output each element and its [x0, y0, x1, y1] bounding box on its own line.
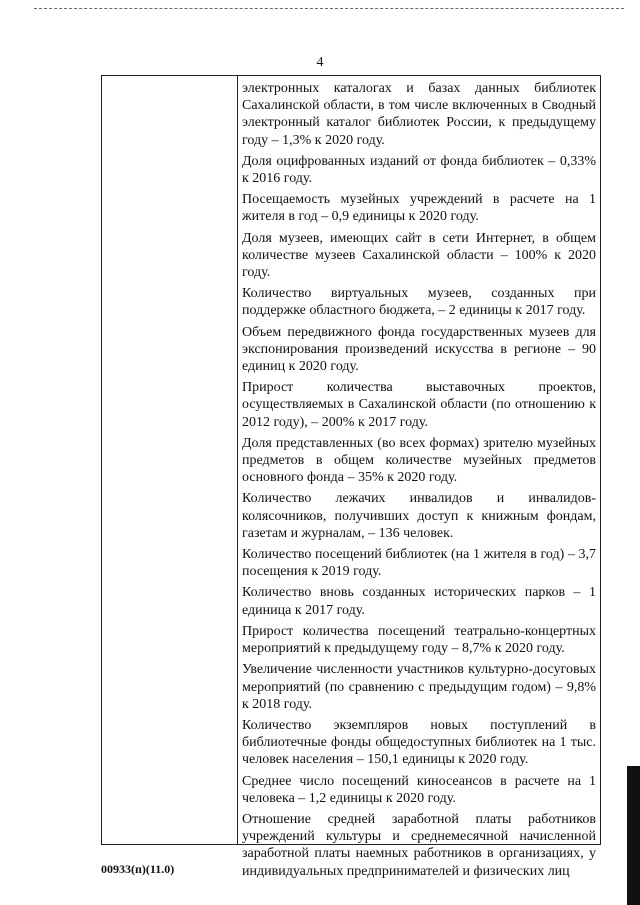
indicator-paragraph: Доля представленных (во всех формах) зрителю музейных предметов в общем количестве музейных предметов основного фонда – 35% к 2020 году. [242, 435, 596, 486]
indicator-paragraph: электронных каталогах и базах данных библиотек Сахалинской области, в том числе включенных в Сводный электронный каталог библиотек России, к предыдущему году – 1,3% к 2020 году. [242, 81, 596, 148]
top-dashed-line [34, 8, 624, 9]
indicator-paragraph: Отношение средней заработной платы работников учреждений культуры и среднемесячной начисленной заработной платы наемных работников в организациях, у индивидуальных предпринимателей и физических лиц [242, 811, 596, 879]
indicator-paragraph: Прирост количества выставочных проектов, осуществляемых в Сахалинской области (по отношению к 2012 году), – 200% к 2017 году. [242, 380, 596, 430]
column-divider [237, 76, 238, 844]
indicator-paragraph: Количество посещений библиотек (на 1 жителя в год) – 3,7 посещения к 2019 году. [242, 547, 596, 580]
indicator-paragraph: Увеличение численности участников культурно-досуговых мероприятий (по сравнению с предыдущим годом) – 9,8% к 2018 году. [242, 662, 596, 712]
scan-edge-mark [627, 766, 640, 905]
page-number: 4 [316, 55, 324, 70]
indicator-paragraph: Доля оцифрованных изданий от фонда библиотек – 0,33% к 2016 году. [242, 153, 596, 187]
indicator-paragraph: Количество вновь созданных исторических парков – 1 единица к 2017 году. [242, 585, 596, 618]
indicator-paragraph: Среднее число посещений киносеансов в расчете на 1 человека – 1,2 единицы к 2020 году. [242, 773, 596, 806]
indicator-paragraph: Посещаемость музейных учреждений в расчете на 1 жителя в год – 0,9 единицы к 2020 году. [242, 192, 596, 225]
indicator-paragraph: Прирост количества посещений театрально-концертных мероприятий к предыдущему году – 8,7% к 2020 году. [242, 623, 596, 657]
indicator-paragraph: Количество лежачих инвалидов и инвалидов-колясочников, получивших доступ к книжным фондам, газетам и журналам, – 136 человек. [242, 491, 596, 541]
indicator-paragraph: Объем передвижного фонда государственных музеев для экспонирования произведений искусства в регионе – 90 единиц к 2020 году. [242, 324, 596, 375]
indicator-paragraph: Количество экземпляров новых поступлений в библиотечные фонды общедоступных библиотек на 1 тыс. человек населения – 150,1 единицы к 2020 году. [242, 717, 596, 768]
indicator-paragraph: Доля музеев, имеющих сайт в сети Интернет, в общем количестве музеев Сахалинской области – 100% к 2020 году. [242, 230, 596, 281]
indicator-paragraph: Количество виртуальных музеев, созданных при поддержке областного бюджета, – 2 единицы к 2017 году. [242, 286, 596, 319]
indicator-list [241, 80, 596, 880]
document-code: 00933(п)(11.0) [101, 862, 175, 876]
